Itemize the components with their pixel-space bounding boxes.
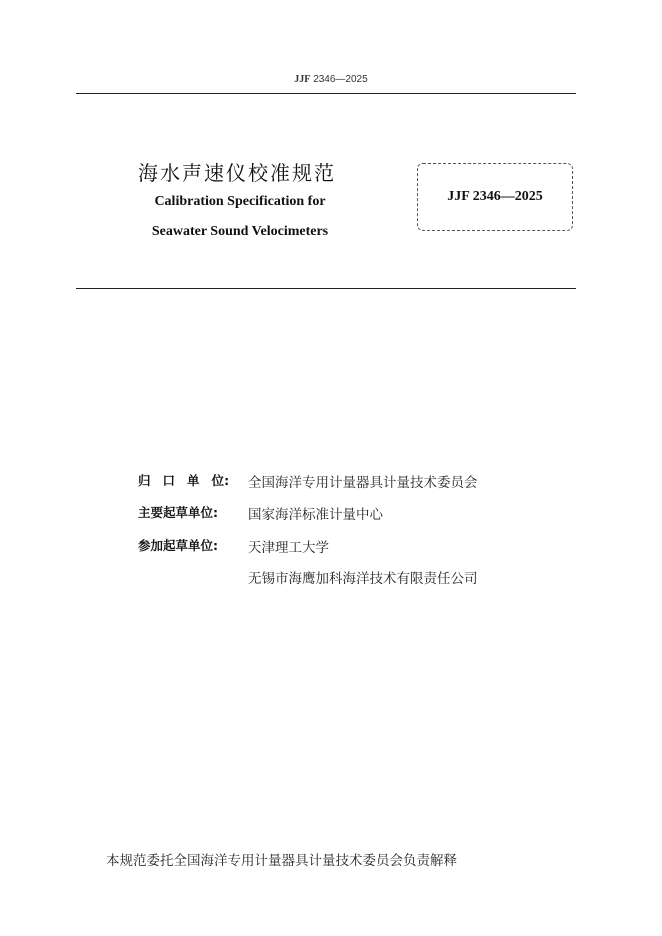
responsible-unit-label	[138, 471, 243, 489]
main-drafter-value: 国家海洋标准计量中心	[248, 507, 383, 523]
title-english-line2: Seawater Sound Velocimeters	[151, 224, 329, 239]
bottom-rule	[76, 288, 576, 289]
label-char: 单	[187, 473, 200, 488]
interpretation-note: 本规范委托全国海洋专用计量器具计量技术委员会负责解释	[106, 853, 457, 869]
main-drafter-label: 主要起草单位:	[138, 505, 218, 520]
header-code-prefix: JJF	[294, 74, 311, 85]
standard-code-text: JJF 2346—2025	[447, 189, 543, 204]
standard-code-box	[417, 163, 573, 231]
participating-drafter-value: 无锡市海鹰加科海洋技术有限责任公司	[248, 571, 478, 587]
label-char: 位	[211, 473, 225, 488]
top-rule	[76, 93, 576, 94]
title-chinese: 海水声速仪校准规范	[138, 161, 336, 185]
title-english-line1: Calibration Specification for	[154, 194, 326, 209]
label-char: 口	[162, 473, 176, 488]
label-char: 归	[138, 473, 151, 488]
participating-drafter-value: 天津理工大学	[248, 540, 329, 556]
header-standard-code	[0, 74, 662, 85]
participating-drafter-label: 参加起草单位:	[138, 538, 218, 553]
label-colon: :	[224, 473, 230, 488]
header-code-number: 2346—2025	[313, 74, 368, 85]
responsible-unit-value: 全国海洋专用计量器具计量技术委员会	[248, 475, 478, 491]
